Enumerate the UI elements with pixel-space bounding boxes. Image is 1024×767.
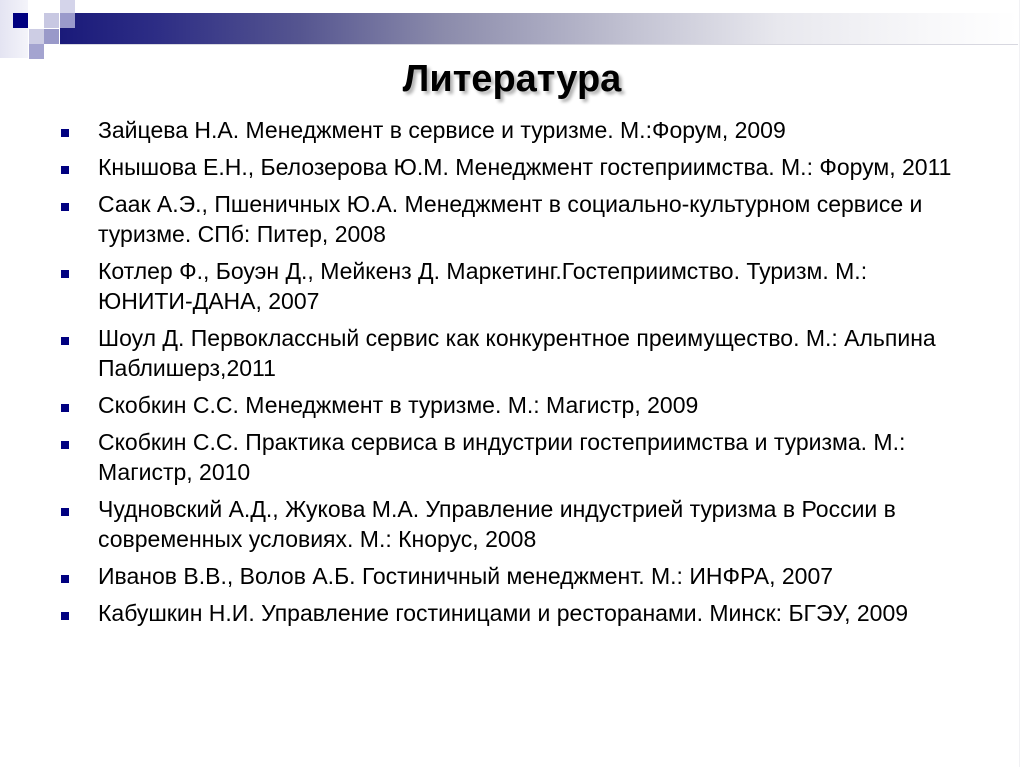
decorative-square-icon	[60, 13, 75, 28]
reference-text: Кабушкин Н.И. Управление гостиницами и ресторанами. Минск: БГЭУ, 2009	[98, 600, 909, 626]
list-item	[0, 427, 1024, 487]
square-bullet-icon	[61, 337, 69, 345]
reference-text: Чудновский А.Д., Жукова М.А. Управление индустрией туризма в России в современных условиях. М.: Кнорус, 2008	[98, 496, 896, 552]
reference-text: Скобкин С.С. Практика сервиса в индустрии гостеприимства и туризма. М.: Магистр, 2010	[98, 429, 906, 485]
header-gradient-bar	[60, 13, 1018, 45]
square-bullet-icon	[61, 166, 69, 174]
reference-text: Скобкин С.С. Менеджмент в туризме. М.: Магистр, 2009	[98, 392, 699, 418]
slide-title: Литература	[402, 58, 622, 100]
square-bullet-icon	[61, 612, 69, 620]
list-item	[0, 494, 1024, 554]
square-bullet-icon	[61, 404, 69, 412]
square-bullet-icon	[61, 270, 69, 278]
square-bullet-icon	[61, 575, 69, 583]
list-item	[0, 390, 1024, 420]
decorative-square-icon	[29, 29, 44, 44]
reference-text: Зайцева Н.А. Менеджмент в сервисе и туризме. М.:Форум, 2009	[98, 117, 786, 143]
reference-list	[0, 115, 1024, 635]
reference-text: Саак А.Э., Пшеничных Ю.А. Менеджмент в социально-культурном сервисе и туризме. СПб: Питер, 2008	[98, 191, 923, 247]
decorative-square-icon	[44, 29, 59, 44]
list-item	[0, 115, 1024, 145]
decorative-square-icon	[29, 44, 44, 59]
square-bullet-icon	[61, 508, 69, 516]
list-item	[0, 152, 1024, 182]
list-item	[0, 189, 1024, 249]
square-bullet-icon	[61, 441, 69, 449]
reference-text: Котлер Ф., Боуэн Д., Мейкенз Д. Маркетинг.Гостеприимство. Туризм. М.: ЮНИТИ-ДАНА, 2007	[98, 258, 868, 314]
list-item	[0, 323, 1024, 383]
reference-text: Иванов В.В., Волов А.Б. Гостиничный менеджмент. М.: ИНФРА, 2007	[98, 563, 834, 589]
list-item	[0, 598, 1024, 628]
list-item	[0, 256, 1024, 316]
decorative-square-icon	[13, 13, 28, 28]
decorative-square-icon	[44, 13, 59, 28]
square-bullet-icon	[61, 129, 69, 137]
decorative-background-block	[0, 0, 28, 58]
reference-text: Кнышова Е.Н., Белозерова Ю.М. Менеджмент гостеприимства. М.: Форум, 2011	[98, 154, 952, 180]
square-bullet-icon	[61, 203, 69, 211]
list-item	[0, 561, 1024, 591]
reference-text: Шоул Д. Первоклассный сервис как конкурентное преимущество. М.: Альпина Паблишерз,2011	[98, 325, 936, 381]
